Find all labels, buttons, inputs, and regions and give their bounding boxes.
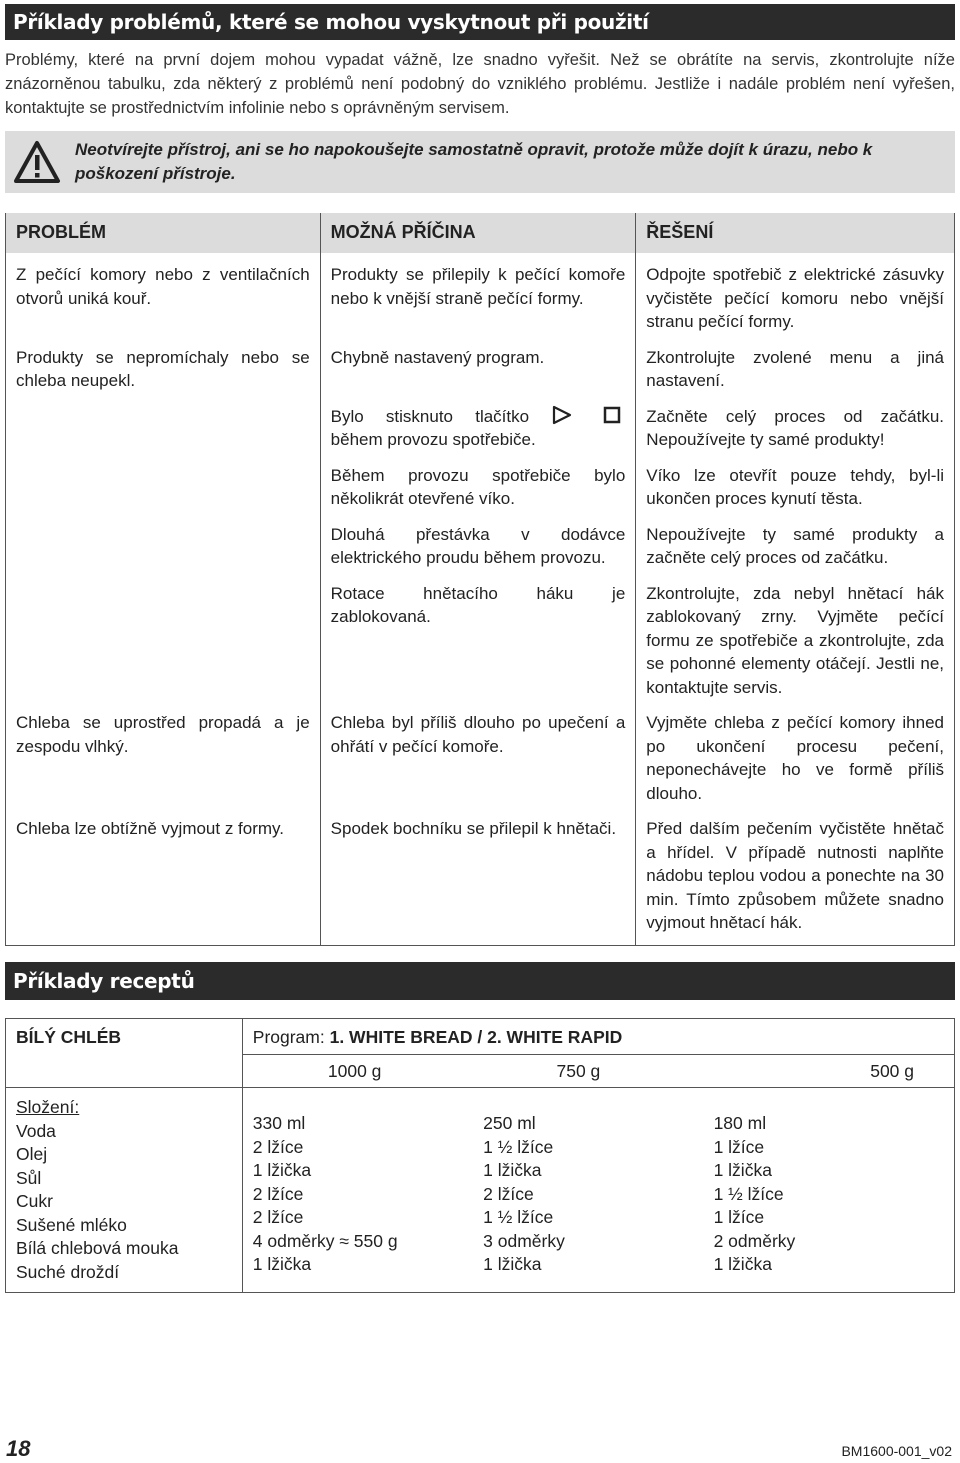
amount-value: 1 lžička	[713, 1254, 772, 1274]
table-row	[6, 464, 955, 523]
warning-text: Neotvírejte přístroj, ani se ho napokoušejte samostatně opravit, protože může dojít k úrazu, nebo k poškození přístroje.	[75, 140, 873, 183]
amount-value: 1 ½ lžíce	[713, 1183, 784, 1204]
cause-text-b: během provozu spotřebiče.	[330, 430, 536, 449]
size-1000: 1000 g	[327, 1060, 382, 1081]
amount-value: 330 ml	[252, 1113, 306, 1133]
column-header-problem: PROBLÉM	[6, 213, 321, 253]
warning-icon	[13, 140, 61, 184]
table-row	[6, 817, 955, 945]
cause-cell: Během provozu spotřebiče bylo několikrát otevřené víko.	[320, 464, 636, 523]
ingredient-item: Bílá chlebová mouka	[16, 1238, 179, 1258]
column-header-solution: ŘEŠENÍ	[636, 213, 955, 253]
ingredient-item: Olej	[16, 1144, 48, 1164]
problem-cell: Z pečící komory nebo z ventilačních otvorů uniká kouř.	[6, 253, 321, 346]
start-stop-button-icon	[551, 405, 625, 425]
solution-cell: Vyjměte chleba z pečící komory ihned po ukončení procesu pečení, neponechávejte ho ve formě příliš dlouho.	[636, 711, 955, 817]
column-header-cause: MOŽNÁ PŘÍČINA	[320, 213, 636, 253]
table-row	[6, 253, 955, 346]
solution-cell: Nepoužívejte ty samé produkty a začněte celý proces od začátku.	[636, 523, 955, 582]
ingredient-item: Sušené mléko	[16, 1214, 127, 1235]
amount-value: 2 lžíce	[252, 1207, 304, 1227]
amount-value: 3 odměrky	[483, 1230, 565, 1251]
cause-cell: Chleba byl příliš dlouho po upečení a ohřátí v pečící komoře.	[320, 711, 636, 817]
ingredient-item: Sůl	[16, 1167, 42, 1188]
troubleshooting-table	[5, 213, 955, 946]
table-row	[6, 405, 955, 464]
program-value: 1. WHITE BREAD / 2. WHITE RAPID	[329, 1027, 623, 1047]
ingredient-item: Suché droždí	[16, 1261, 120, 1282]
intro-paragraph: Problémy, které na první dojem mohou vypadat vážně, lze snadno vyřešit. Než se obrátíte na servis, zkontrolujte níže znázorněnou tabulku, zda některý z problémů není podobný do vzniklého problému. Jestliže i nadále problém není vyřešen, kontaktujte se prostřednictvím infolinie nebo s oprávněným servisem.	[5, 51, 955, 117]
cause-cell: Produkty se přilepily k pečící komoře nebo k vnější straně pečící formy.	[320, 253, 636, 346]
problem-cell	[6, 523, 321, 582]
recipe-program	[242, 1019, 954, 1055]
table-header-row	[6, 213, 955, 253]
amount-value: 1 lžíce	[713, 1136, 765, 1157]
table-row	[6, 523, 955, 582]
amount-value: 4 odměrky ≈ 550 g	[252, 1230, 398, 1251]
amount-value: 1 ½ lžíce	[483, 1136, 554, 1157]
solution-cell: Zkontrolujte zvolené menu a jiná nastavení.	[636, 346, 955, 405]
table-row	[6, 582, 955, 712]
cause-cell: Spodek bochníku se přilepil k hnětači.	[320, 817, 636, 945]
table-row	[6, 711, 955, 817]
amount-value: 1 lžička	[483, 1254, 542, 1274]
recipes-title: Příklady receptů	[13, 969, 195, 993]
amount-value: 2 lžíce	[483, 1183, 534, 1204]
cause-cell	[320, 405, 636, 464]
amount-column-500	[714, 1112, 944, 1277]
amount-value: 250 ml	[483, 1113, 536, 1133]
size-row	[242, 1055, 954, 1088]
solution-cell: Odpojte spotřebič z elektrické zásuvky vyčistěte pečící komoru nebo vnější stranu pečící formy.	[636, 253, 955, 346]
document-code: BM1600-001_v02	[841, 1443, 952, 1459]
amounts-cell	[242, 1088, 954, 1293]
cause-text-a: Bylo stisknuto tlačítko	[330, 406, 530, 426]
amount-value: 180 ml	[713, 1113, 767, 1133]
ingredients-label: Složení:	[16, 1097, 80, 1117]
size-500: 500 g	[870, 1060, 915, 1081]
troubleshooting-heading	[5, 4, 955, 40]
size-750: 750 g	[556, 1060, 601, 1081]
ingredient-item: Voda	[16, 1120, 56, 1141]
recipes-heading	[5, 962, 955, 1000]
cause-cell: Dlouhá přestávka v dodávce elektrického proudu během provozu.	[320, 523, 636, 582]
amount-value: 2 lžíce	[252, 1183, 304, 1204]
page-number: 18	[6, 1436, 31, 1461]
recipe-name: BÍLÝ CHLÉB	[6, 1019, 243, 1088]
amount-value: 1 lžička	[713, 1160, 772, 1180]
solution-cell: Začněte celý proces od začátku. Nepoužívejte ty samé produkty!	[636, 405, 955, 464]
cause-cell: Rotace hnětacího háku je zablokovaná.	[320, 582, 636, 712]
amount-value: 1 ½ lžíce	[483, 1207, 554, 1227]
warning-box	[5, 131, 955, 193]
amount-value: 2 odměrky	[713, 1230, 796, 1251]
amount-column-1000	[253, 1112, 483, 1277]
amount-value: 1 lžička	[252, 1254, 312, 1274]
problem-cell	[6, 405, 321, 464]
problem-cell	[6, 582, 321, 712]
cause-cell: Chybně nastavený program.	[320, 346, 636, 405]
problem-cell: Produkty se nepromíchaly nebo se chleba neupekl.	[6, 346, 321, 405]
troubleshooting-title: Příklady problémů, které se mohou vyskytnout při použití	[13, 10, 649, 34]
solution-cell: Víko lze otevřít pouze tehdy, byl-li ukončen proces kynutí těsta.	[636, 464, 955, 523]
table-row	[6, 346, 955, 405]
ingredient-list	[6, 1088, 243, 1293]
ingredient-item: Cukr	[16, 1191, 53, 1211]
recipe-table	[5, 1018, 955, 1293]
amount-value: 1 lžička	[252, 1160, 312, 1180]
problem-cell: Chleba lze obtížně vyjmout z formy.	[6, 817, 321, 945]
amount-value: 1 lžíce	[713, 1207, 765, 1227]
problem-cell: Chleba se uprostřed propadá a je zespodu vlhký.	[6, 711, 321, 817]
amount-value: 2 lžíce	[252, 1136, 304, 1157]
problem-cell	[6, 464, 321, 523]
solution-cell: Před dalším pečením vyčistěte hnětač a hřídel. V případě nutnosti naplňte nádobu teplou vodou a ponechte na 30 min. Tímto způsobem můžete snadno vyjmout hnětací hák.	[636, 817, 955, 945]
amount-value: 1 lžička	[483, 1160, 542, 1180]
program-label: Program:	[252, 1027, 330, 1047]
solution-cell: Zkontrolujte, zda nebyl hnětací hák zablokovaný zrny. Vyjměte pečící formu ze spotřebiče a zkontrolujte, zda se pohonné elementy otáčejí. Jestli ne, kontaktujte servis.	[636, 582, 955, 712]
amount-column-750	[483, 1112, 713, 1277]
